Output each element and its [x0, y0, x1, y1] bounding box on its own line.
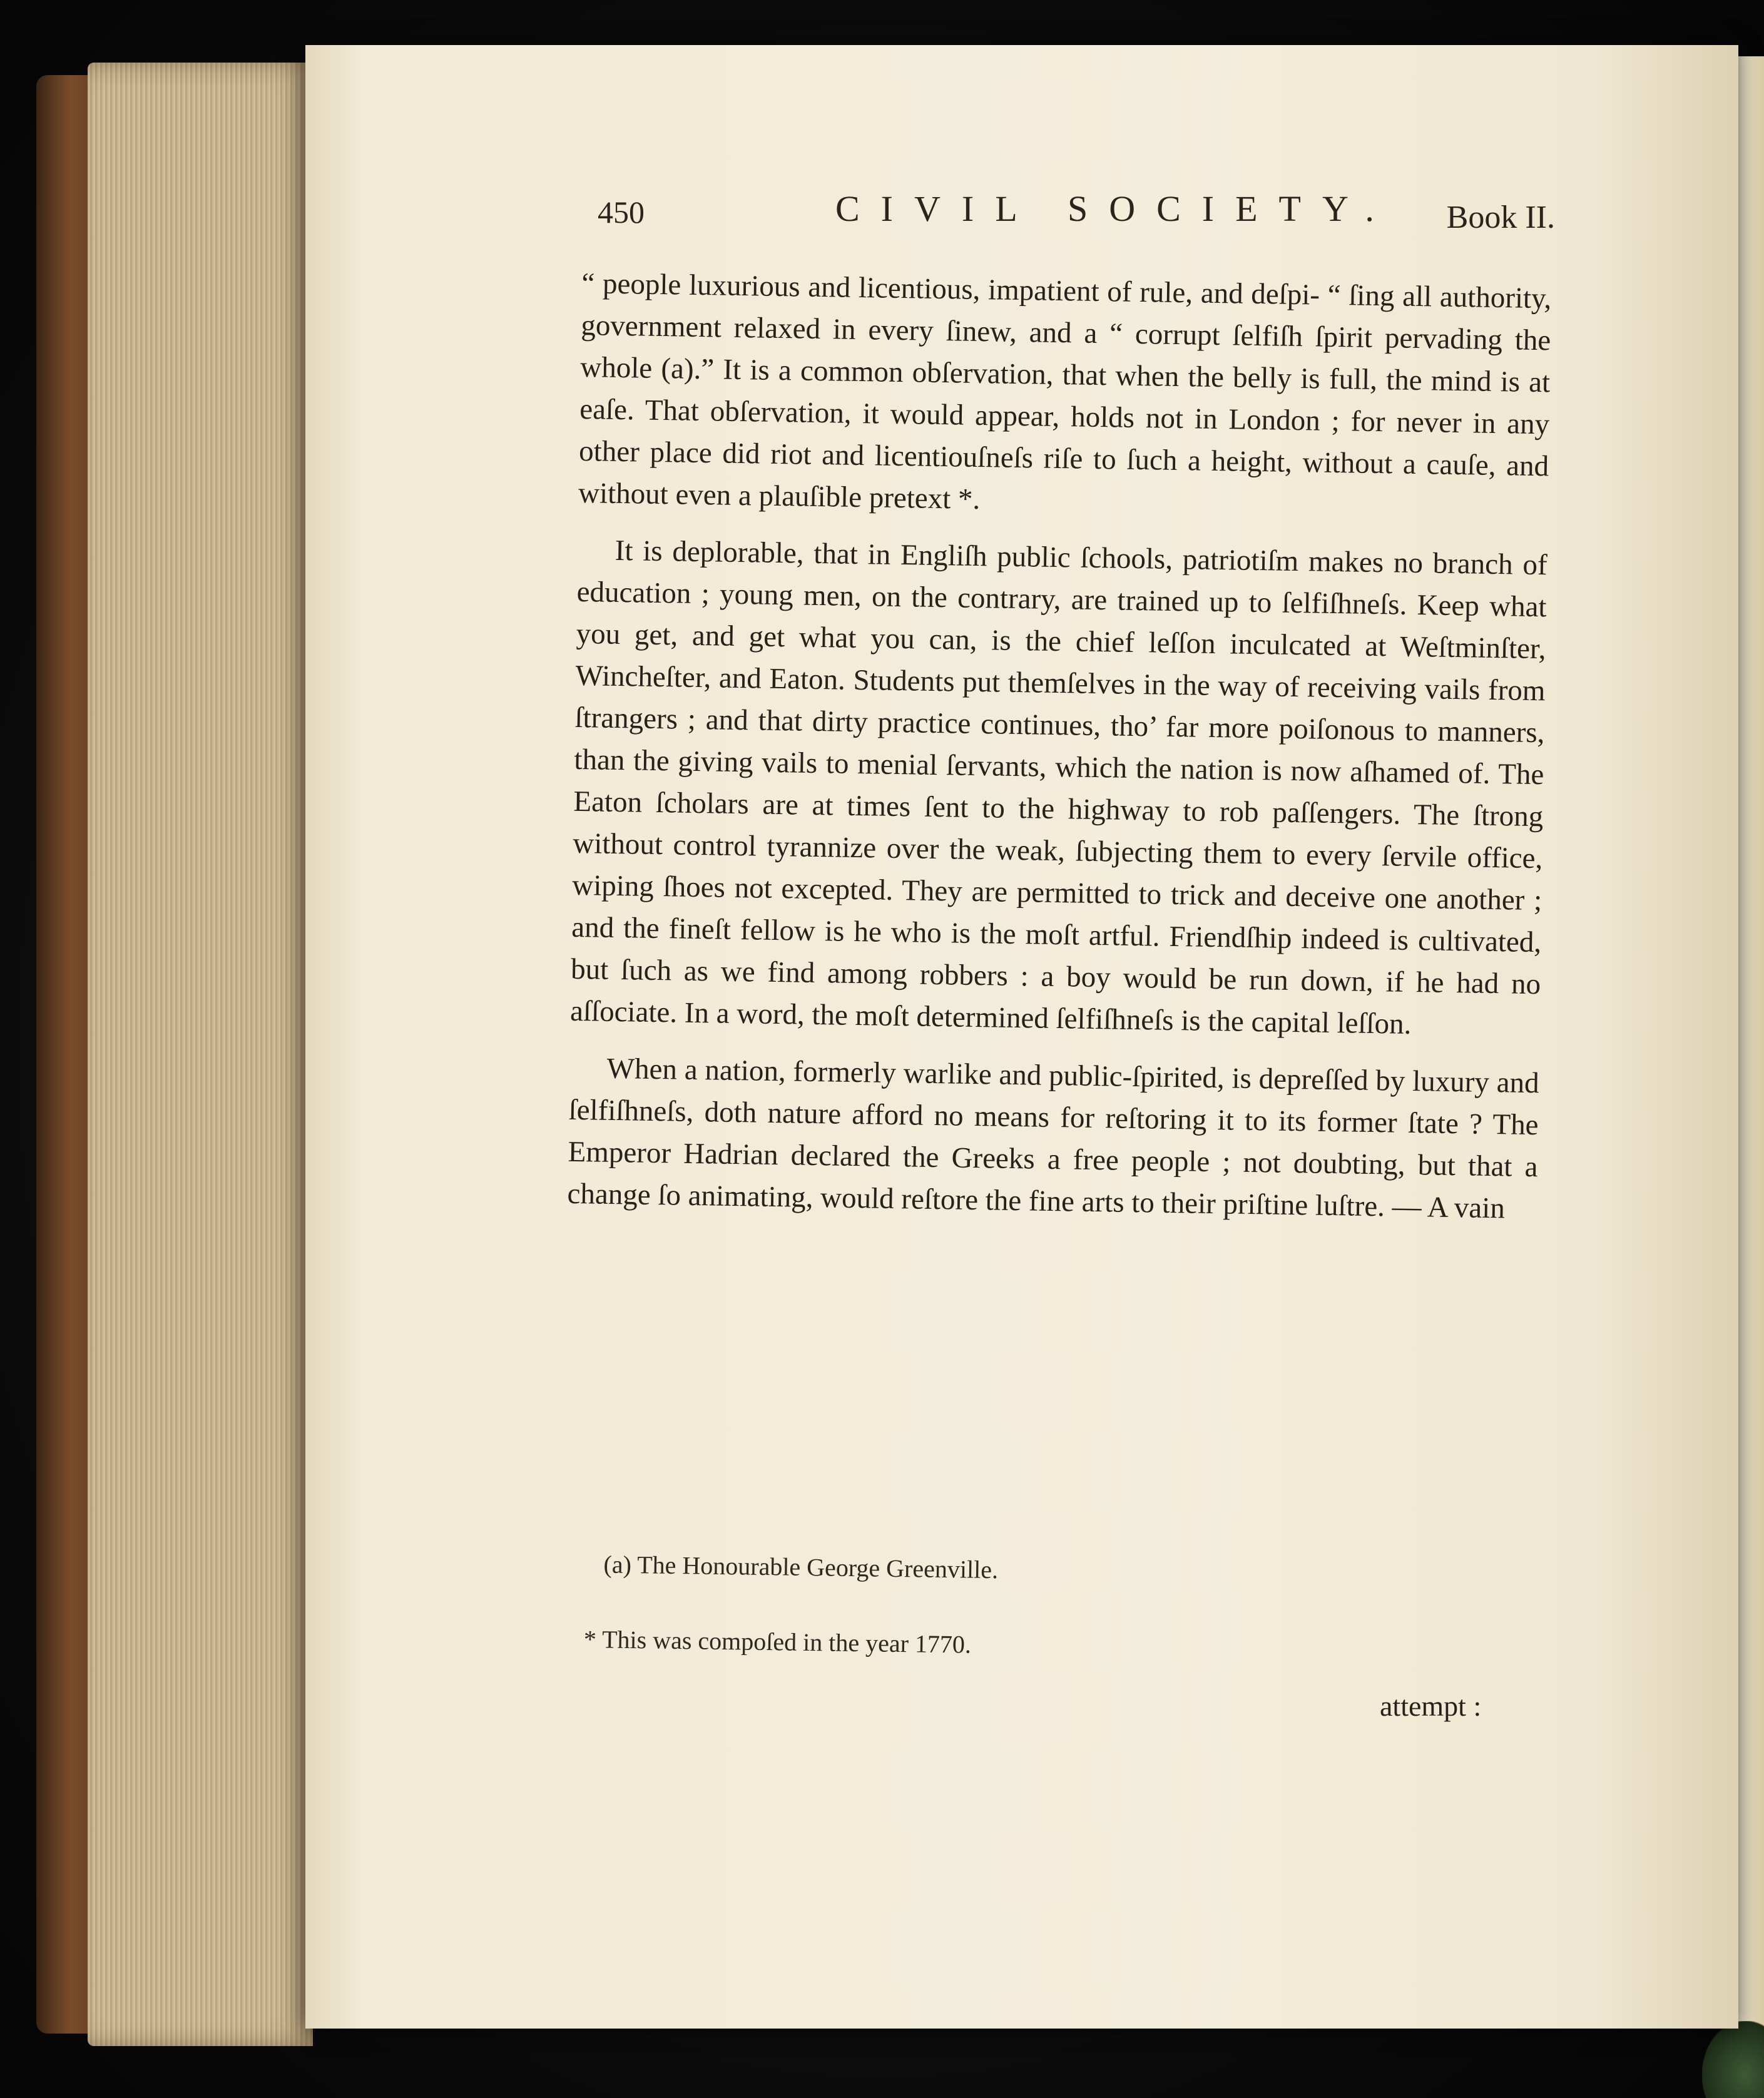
- running-title: CIVIL SOCIETY.: [835, 188, 1395, 229]
- book-label: Book II.: [1446, 200, 1555, 235]
- page-edges: [88, 63, 313, 2046]
- paragraph-2: It is deplorable, that in Engliſh public ſchools, patriotiſm makes no branch of education ; young men, on the contrary, are trained up to ſelfiſhneſs. Keep what you get, and get what you can, is the chief leſſon inculcated at Weſtminſter, Wincheſter, and Eaton. Students put themſelves in the way of receiving vails from ſtrangers ; and that dirty practice continues, tho’ far more poiſonous to manners, than the giving vails to menial ſervants, which the nation is now aſhamed of. The Eaton ſcholars are at times ſent to the highway to rob paſſengers. The ſtrong without control tyrannize over the weak, ſubjecting them to every ſervile office, wiping ſhoes not excepted. They are permitted to trick and deceive one another ; and the fineſt fellow is he who is the moſt artful. Friendſhip indeed is cultivated, but ſuch as we find among robbers : a boy would be run down, if he had no aſſociate. In a word, the moſt determined ſelfiſhneſs is the capital leſſon.: [569, 534, 1548, 1041]
- leaf-decoration: [1702, 2021, 1764, 2098]
- page-header: [598, 188, 1555, 257]
- catchword: attempt :: [1380, 1690, 1482, 1722]
- page-number: 450: [598, 195, 645, 230]
- footnote-a: (a) The Honourable George Greenville.: [603, 1550, 999, 1584]
- paragraph-1: “ people luxurious and licentious, impatient of rule, and deſpi- “ ſing all authority, government relaxed in every ſinew, and a “ corrupt ſelfiſh ſpirit pervading the whole (a).” It is a common obſervation, that when the belly is full, the mind is at eaſe. That obſervation, it would appear, holds not in London ; for never in any other place did riot and licentiouſneſs riſe to ſuch a height, without a cauſe, and without even a plauſible pretext *.: [578, 267, 1552, 516]
- footnote-star: * This was compoſed in the year 1770.: [583, 1624, 972, 1659]
- body-text: [567, 263, 1552, 1245]
- paragraph-3: When a nation, formerly warlike and public-ſpirited, is depreſſed by luxury and ſelfiſhneſs, doth nature afford no means for reſtoring it to its former ſtate ? The Emperor Hadrian declared the Greeks a free people ; not doubting, but that a change ſo animating, would reſtore the fine arts to their priſtine luſtre. — A vain: [567, 1052, 1540, 1225]
- footnotes: [583, 1545, 1399, 1707]
